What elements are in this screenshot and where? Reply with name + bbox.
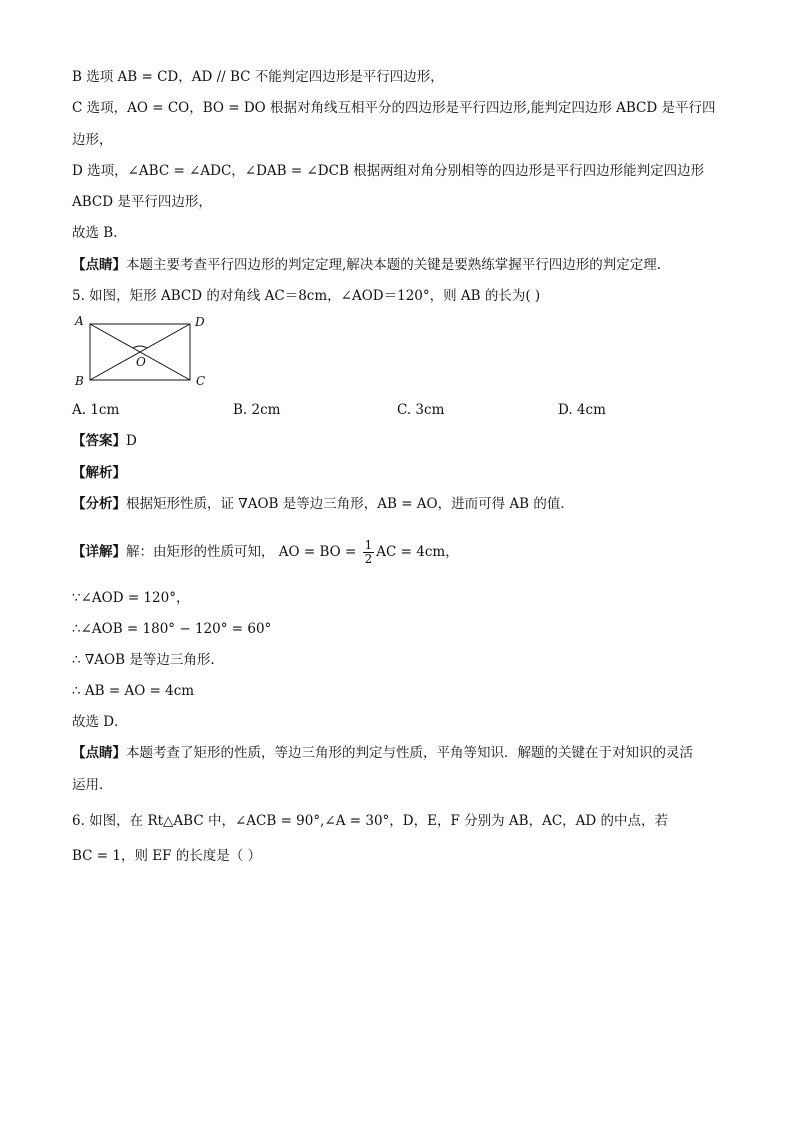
d-option-line-1: D 选项，∠ABC = ∠ADC，∠DAB = ∠DCB 根据两组对角分别相等的四边形是平行四边形能判定四边形 — [72, 163, 705, 179]
rectangle-figure — [70, 312, 220, 392]
xiangjie-prefix: 解：由矩形的性质可知， AO = BO = — [126, 544, 357, 560]
label-c: C — [196, 374, 206, 388]
question-6-line-1: 6. 如图，在 Rt△ABC 中，∠ACB = 90°,∠A = 30°，D，E，F 分别为 AB，AC，AD 的中点，若 — [72, 813, 669, 829]
step-2: ∴∠AOB = 180° − 120° = 60° — [72, 621, 272, 637]
question-5: 5. 如图，矩形 ABCD 的对角线 AC＝8cm，∠AOD＝120°，则 AB 的长为( ) — [72, 288, 541, 304]
c-option-line-2: 边形， — [72, 132, 113, 148]
comment-4-text: 本题主要考查平行四边形的判定定理,解决本题的关键是要熟练掌握平行四边形的判定定理. — [126, 257, 662, 273]
fraction-one-half — [363, 539, 375, 566]
label-o: O — [136, 355, 146, 369]
fraction-denominator: 2 — [364, 552, 373, 566]
comment-5-text-1: 本题考查了矩形的性质，等边三角形的判定与性质，平角等知识．解题的关键在于对知识的灵活 — [126, 745, 693, 761]
analysis-tag: 【解析】 — [72, 465, 126, 481]
c-option-line-1: C 选项，AO = CO，BO = DO 根据对角线互相平分的四边形是平行四边形,能判定四边形 ABCD 是平行四 — [72, 100, 716, 116]
step-1: ∵∠AOD = 120°， — [72, 590, 190, 606]
choose-b-line: 故选 B. — [72, 225, 118, 241]
comment-4-line — [72, 255, 722, 275]
fenxi-line — [72, 494, 722, 514]
answer-tag: 【答案】 — [72, 433, 126, 449]
step-4: ∴ AB = AO = 4cm — [72, 683, 195, 699]
analysis-line — [72, 463, 722, 483]
fraction-numerator: 1 — [364, 538, 373, 552]
option-d: D. 4cm — [558, 402, 606, 418]
d-option-line-2: ABCD 是平行四边形， — [72, 194, 212, 210]
answer-line — [72, 431, 722, 451]
angle-aod-arc — [133, 346, 147, 348]
label-b: B — [75, 374, 84, 388]
option-a: A. 1cm — [72, 402, 120, 418]
b-option-line: B 选项 AB = CD，AD // BC 不能判定四边形是平行四边形， — [72, 69, 444, 85]
step-3: ∴ ∇AOB 是等边三角形. — [72, 652, 215, 668]
fenxi-tag: 【分析】 — [72, 496, 126, 512]
answer-value: D — [126, 433, 137, 449]
xiangjie-line — [72, 538, 722, 566]
option-c: C. 3cm — [397, 402, 445, 418]
choose-d-line: 故选 D． — [72, 714, 128, 730]
comment-5-line-2: 运用． — [72, 777, 113, 793]
fenxi-text: 根据矩形性质，证 ∇AOB 是等边三角形，AB = AO，进而可得 AB 的值． — [126, 496, 574, 512]
comment-4-tag: 【点睛】 — [72, 257, 126, 273]
option-b: B. 2cm — [233, 402, 281, 418]
xiangjie-tag: 【详解】 — [72, 544, 126, 560]
label-d: D — [195, 315, 205, 329]
label-a: A — [75, 314, 84, 328]
question-6-line-2: BC = 1，则 EF 的长度是（ ） — [72, 848, 262, 864]
comment-5-tag: 【点睛】 — [72, 745, 126, 761]
xiangjie-suffix: AC = 4cm， — [376, 544, 459, 560]
comment-5-line-1 — [72, 743, 722, 763]
